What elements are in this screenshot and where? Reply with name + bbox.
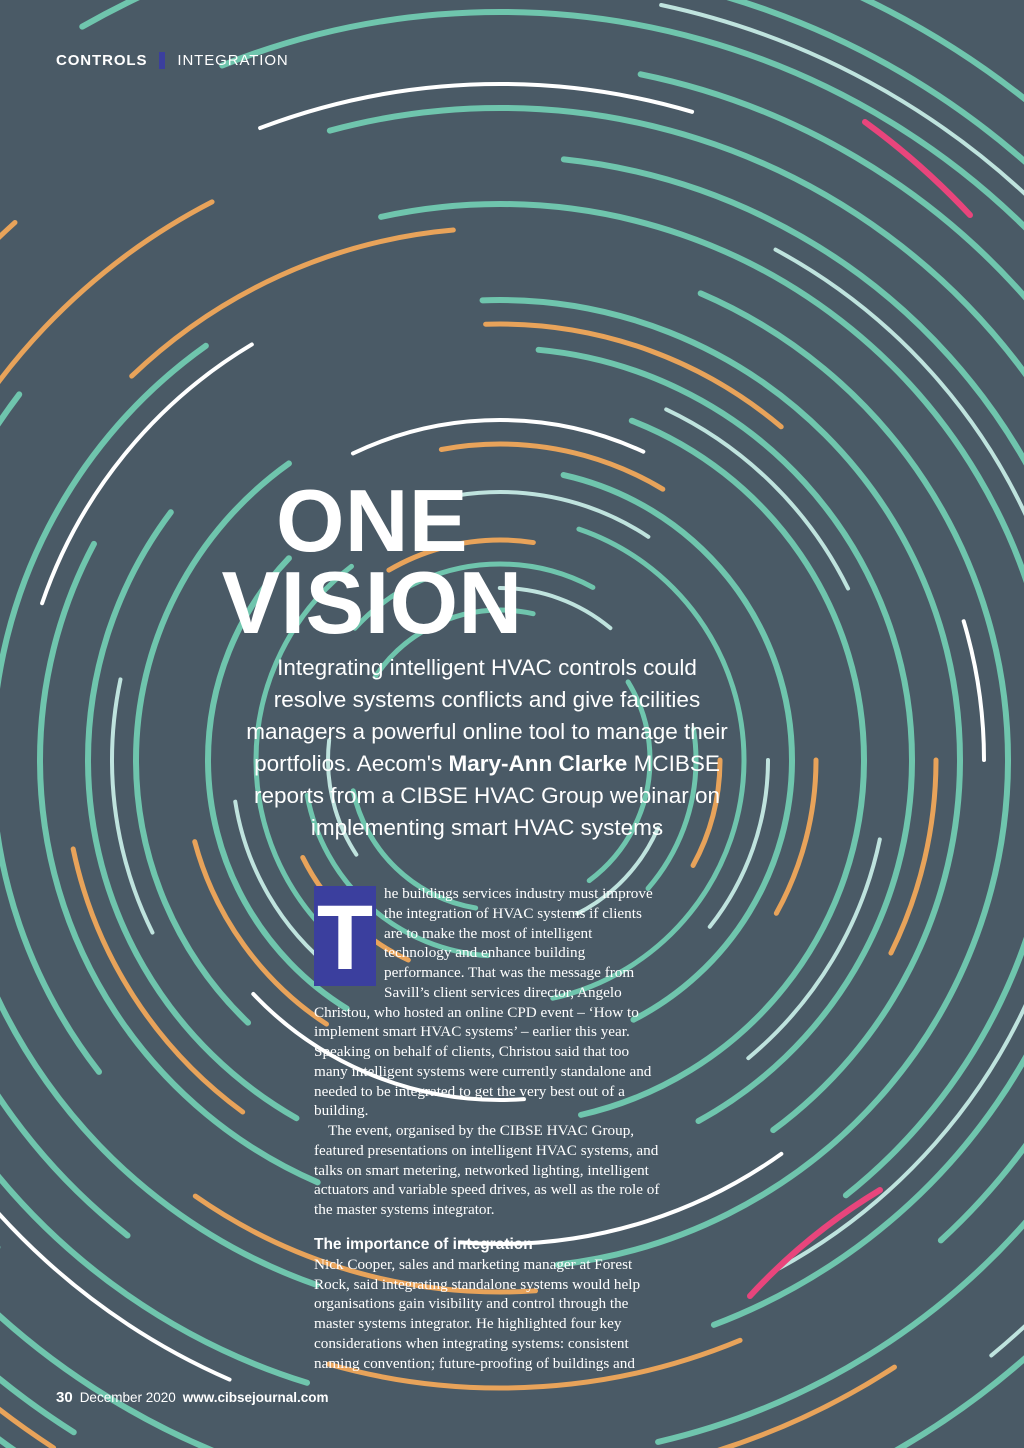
standfirst-author: Mary-Ann Clarke [448, 750, 628, 776]
article-paragraph-1: he buildings services industry must improve the integration of HVAC systems if clients are to make the most of intelligent technology and enhance building performance. That was the message from Savill’s client services director, Angelo Christou, who hosted an online CPD event – ‘How to implement smart HVAC systems’ – earlier this year. Speaking on behalf of clients, Christou said that too many intelligent systems were currently standalone and needed to be integrated to get the very best out of a building. [314, 885, 653, 1120]
footer [56, 1389, 329, 1406]
article-body [314, 884, 660, 1373]
page-title [0, 471, 1024, 652]
title-line-1: ONE [275, 471, 468, 570]
header [56, 52, 289, 69]
standfirst-part1: Integrating intelligent HVAC controls could resolve systems conflicts and give facilities managers a powerful online tool to manage their portfolios. Aecom's [246, 655, 728, 776]
title-line-2: VISION [221, 552, 523, 652]
drop-cap: T [314, 886, 376, 986]
header-section: INTEGRATION [177, 52, 289, 69]
standfirst [0, 652, 1024, 844]
footer-issue-date: December 2020 [79, 1390, 176, 1405]
standfirst-part2: MCIBSE reports from a CIBSE HVAC Group webinar on implementing smart HVAC systems [253, 750, 721, 840]
header-kicker: CONTROLS [56, 52, 148, 69]
header-divider-bar [159, 52, 165, 69]
footer-url[interactable]: www.cibsejournal.com [182, 1390, 329, 1405]
article-paragraph-2: The event, organised by the CIBSE HVAC Group, featured presentations on intelligent HVAC systems, and talks on smart metering, networked lighting, intelligent actuators and variable speed drives, as well as the role of the master systems integrator. [314, 1122, 660, 1218]
article-subhead: The importance of integration [314, 1235, 533, 1253]
footer-page-number: 30 [56, 1389, 73, 1406]
article-paragraph-3: Nick Cooper, sales and marketing manager at Forest Rock, said integrating standalone systems would help organisations gain visibility and control through the master systems integrator. He highlighted four key considerations when integrating systems: consistent naming convention; future-proofing of buildings and [314, 1255, 641, 1372]
